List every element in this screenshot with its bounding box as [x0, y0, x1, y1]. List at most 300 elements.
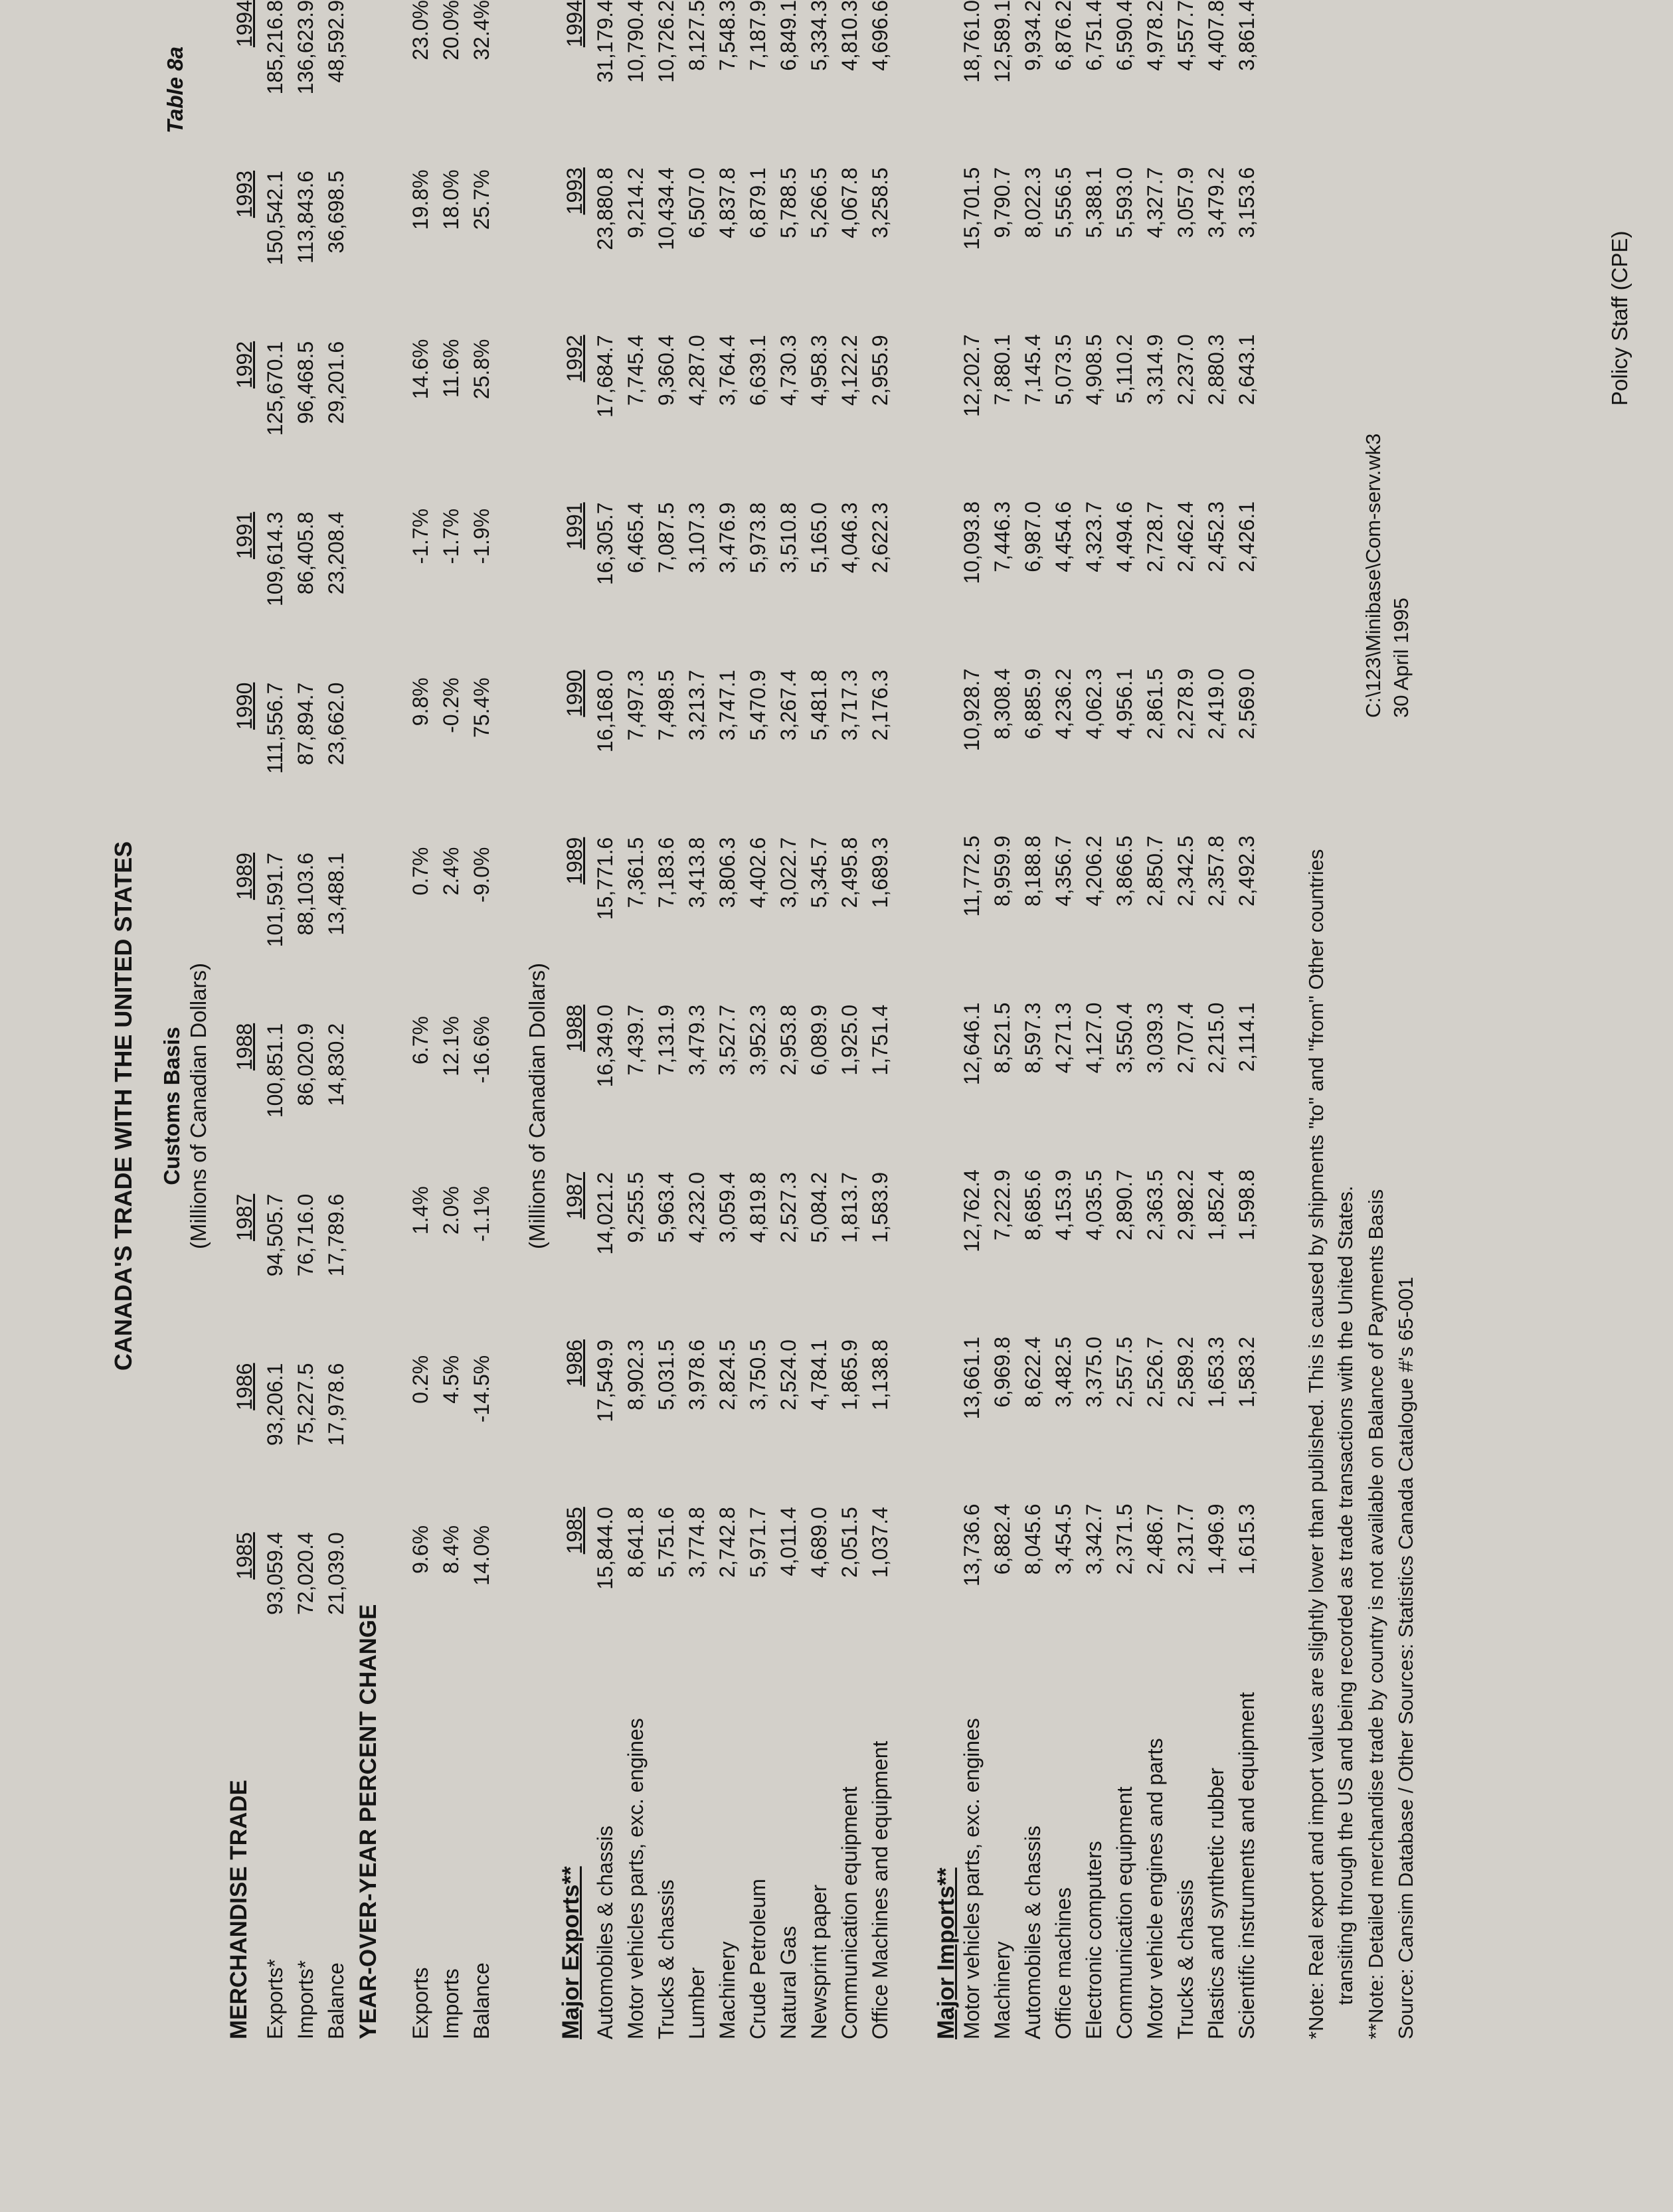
- table-cell: 7,880.1: [990, 334, 1014, 406]
- table-cell: 2,452.3: [1203, 501, 1228, 572]
- table-cell: 8,597.3: [1020, 1002, 1045, 1074]
- table-cell: 5,031.5: [654, 1339, 678, 1410]
- table-cell: 7,222.9: [990, 1169, 1014, 1240]
- table-cell: 4,407.8: [1203, 0, 1228, 71]
- table-cell: 3,774.8: [684, 1507, 709, 1578]
- table-cell: 23,208.4: [323, 511, 348, 595]
- table-cell: 6,590.4: [1112, 0, 1136, 71]
- table-row: [1140, 0, 1170, 2039]
- table-cell: 23,880.8: [592, 167, 617, 250]
- table-cell: 3,510.8: [776, 502, 800, 574]
- table-cell: 9,790.7: [990, 167, 1014, 238]
- table-cell: 6,876.2: [1051, 0, 1075, 71]
- date: 30 April 1995: [1389, 598, 1413, 718]
- table-cell: 4,122.2: [837, 335, 861, 406]
- table-cell: 14,021.2: [592, 1171, 617, 1255]
- row-label: Trucks & chassis: [1173, 1879, 1197, 2039]
- table-cell: 5,788.5: [776, 167, 800, 238]
- year-header: 1987: [562, 1171, 586, 1220]
- table-row: [1109, 0, 1140, 2039]
- table-cell: 8,022.3: [1020, 167, 1045, 238]
- table-cell: 3,747.1: [715, 669, 739, 741]
- table-cell: 86,020.9: [293, 1023, 317, 1106]
- table-cell: 15,701.5: [959, 167, 984, 250]
- table-cell: 10,928.7: [959, 668, 984, 752]
- table-cell: 1,852.4: [1203, 1169, 1228, 1240]
- table-cell: 2.0%: [438, 1186, 463, 1235]
- table-cell: -1.7%: [408, 508, 432, 564]
- table-cell: -14.5%: [469, 1355, 493, 1423]
- table-cell: 12,762.4: [959, 1169, 984, 1252]
- table-cell: 12.1%: [438, 1016, 463, 1076]
- table-cell: 4,978.2: [1142, 0, 1167, 71]
- table-cell: 16,305.7: [592, 502, 617, 585]
- row-label: Motor vehicles parts, exc. engines: [623, 1718, 648, 2039]
- table-cell: 4,067.8: [837, 167, 861, 238]
- table-cell: 100,851.1: [262, 1023, 287, 1118]
- table-row: [834, 0, 865, 2039]
- table-cell: 23.0%: [408, 0, 432, 60]
- table-cell: 2,342.5: [1173, 835, 1197, 907]
- table-cell: 111,556.7: [262, 682, 287, 774]
- table-cell: 4,287.0: [684, 335, 709, 406]
- table-cell: 96,468.5: [293, 341, 317, 424]
- table-cell: 2,419.0: [1203, 668, 1228, 740]
- header-spacer: [559, 1674, 590, 2039]
- table-cell: 185,216.8: [262, 0, 287, 95]
- table-cell: 3,764.4: [715, 335, 739, 406]
- table-cell: 5,073.5: [1051, 334, 1075, 406]
- table-cell: 8,045.6: [1020, 1503, 1045, 1575]
- table-row: [260, 0, 290, 2039]
- table-cell: 3,482.5: [1051, 1336, 1075, 1408]
- table-cell: 1,751.4: [867, 1004, 892, 1076]
- table-cell: 4,127.0: [1081, 1002, 1106, 1074]
- table-cell: 29,201.6: [323, 341, 348, 424]
- table-cell: 75,227.5: [293, 1363, 317, 1446]
- table-cell: 2,527.3: [776, 1171, 800, 1243]
- table-cell: 4,557.7: [1173, 0, 1197, 71]
- row-label: Machinery: [990, 1941, 1014, 2039]
- table-cell: 11.6%: [438, 339, 463, 398]
- table-cell: 4,958.3: [806, 335, 831, 406]
- table-cell: 8,127.5: [684, 0, 709, 71]
- table-cell: 4,236.2: [1051, 668, 1075, 740]
- table-cell: 2,890.7: [1112, 1169, 1136, 1240]
- table-cell: 8,308.4: [990, 668, 1014, 740]
- table-cell: 4,494.6: [1112, 501, 1136, 572]
- page-title: CANADA'S TRADE WITH THE UNITED STATES: [110, 841, 137, 1371]
- table-cell: 4,819.8: [745, 1171, 770, 1243]
- table-cell: 6,089.9: [806, 1004, 831, 1076]
- table-cell: 4,206.2: [1081, 835, 1106, 907]
- table-cell: 2,557.5: [1112, 1336, 1136, 1408]
- table-row: [290, 0, 321, 2039]
- row-label: Imports*: [293, 1960, 317, 2039]
- table-cell: 1,865.9: [837, 1339, 861, 1410]
- table-cell: 10,434.4: [654, 167, 678, 250]
- table-cell: 2,371.5: [1112, 1503, 1136, 1575]
- table-row: [804, 0, 834, 2039]
- table-cell: 8,902.3: [623, 1339, 648, 1410]
- table-cell: 1,037.4: [867, 1507, 892, 1578]
- row-label: Machinery: [715, 1941, 739, 2039]
- table-cell: 3,717.3: [837, 669, 861, 741]
- table-cell: 10,790.4: [623, 0, 648, 83]
- table-cell: 16,349.0: [592, 1004, 617, 1088]
- table-cell: 88,103.6: [293, 852, 317, 936]
- exports-table: [559, 0, 895, 2039]
- table-row: [1079, 0, 1109, 2039]
- row-label: Newsprint paper: [806, 1885, 831, 2039]
- table-cell: 2,569.0: [1234, 668, 1259, 740]
- table-row: [466, 0, 497, 2039]
- table-cell: 3,454.5: [1051, 1503, 1075, 1575]
- table-cell: 4,730.3: [776, 335, 800, 406]
- file-path: C:\123\Minibase\Com-serv.wk3: [1362, 433, 1385, 718]
- table-cell: 5,481.8: [806, 669, 831, 741]
- table-cell: 1,138.8: [867, 1339, 892, 1410]
- table-cell: 5,470.9: [745, 669, 770, 741]
- year-header: 1986: [562, 1339, 586, 1387]
- table-cell: 7,361.5: [623, 837, 648, 908]
- table-cell: 2,742.8: [715, 1507, 739, 1578]
- table-cell: 2,524.0: [776, 1339, 800, 1410]
- note-real-values: *Note: Real export and import values are slightly lower than published. This is caused by shipments "to" and "from" Other countries transiting through the US and being recorded as trade transactions with the United States.: [1304, 849, 1357, 2039]
- table-cell: 93,059.4: [262, 1532, 287, 1615]
- table-cell: 3,866.5: [1112, 835, 1136, 907]
- table-cell: 2,426.1: [1234, 501, 1259, 572]
- row-label: Communication equipment: [1112, 1786, 1136, 2039]
- year-header: 1990: [562, 669, 586, 717]
- table-cell: 4,062.3: [1081, 668, 1106, 740]
- header-spacer: [229, 1701, 260, 2039]
- table-cell: 4,153.9: [1051, 1169, 1075, 1240]
- table-cell: 7,145.4: [1020, 334, 1045, 406]
- table-cell: 7,498.5: [654, 669, 678, 741]
- table-row: [681, 0, 712, 2039]
- table-cell: 4,402.6: [745, 837, 770, 908]
- table-cell: -9.0%: [469, 847, 493, 903]
- row-label: Balance: [323, 1962, 348, 2039]
- table-cell: 1,583.2: [1234, 1336, 1259, 1408]
- imports-table: [956, 0, 1262, 2039]
- table-cell: 7,745.4: [623, 335, 648, 406]
- source-note: Source: Cansim Database / Other Sources: Statistics Canada Catalogue #'s 65-001: [1394, 1276, 1417, 2039]
- table-row: [865, 0, 895, 2039]
- table-cell: 2,317.7: [1173, 1503, 1197, 1575]
- table-cell: 72,020.4: [293, 1532, 317, 1615]
- row-label: Trucks & chassis: [654, 1879, 678, 2039]
- year-header: 1989: [232, 852, 256, 900]
- year-header-row: [229, 0, 260, 2039]
- table-cell: 6,987.0: [1020, 501, 1045, 572]
- table-cell: 113,843.6: [293, 170, 317, 264]
- table-cell: 6,969.8: [990, 1336, 1014, 1408]
- table-cell: 1,598.8: [1234, 1169, 1259, 1240]
- table-cell: 2,728.7: [1142, 501, 1167, 572]
- table-cell: 4,837.8: [715, 167, 739, 238]
- table-cell: 5,388.1: [1081, 167, 1106, 238]
- table-cell: 16,168.0: [592, 669, 617, 753]
- table-cell: 15,844.0: [592, 1507, 617, 1590]
- table-cell: 6,751.4: [1081, 0, 1106, 71]
- table-cell: 48,592.9: [323, 0, 348, 83]
- table-cell: 125,670.1: [262, 341, 287, 436]
- table-cell: 5,973.8: [745, 502, 770, 574]
- table-cell: 3,258.5: [867, 167, 892, 238]
- table-cell: 17,684.7: [592, 335, 617, 418]
- table-row: [651, 0, 681, 2039]
- table-cell: 5,345.7: [806, 837, 831, 908]
- merchandise-table: [229, 0, 351, 2039]
- imports-heading: Major Imports**: [933, 1867, 959, 2039]
- row-label: Natural Gas: [776, 1926, 800, 2039]
- table-cell: 1,813.7: [837, 1171, 861, 1243]
- table-cell: 9,360.4: [654, 335, 678, 406]
- table-cell: 3,213.7: [684, 669, 709, 741]
- table-cell: 0.7%: [408, 847, 432, 896]
- year-header: 1988: [562, 1004, 586, 1052]
- note-detailed-trade: **Note: Detailed merchandise trade by country is not available on Balance of Payments Basis: [1364, 1189, 1387, 2039]
- table-cell: 4.5%: [438, 1355, 463, 1404]
- table-cell: 2,861.5: [1142, 668, 1167, 740]
- year-header: 1993: [562, 167, 586, 215]
- row-label: Plastics and synthetic rubber: [1203, 1767, 1228, 2039]
- table-cell: 3,059.4: [715, 1171, 739, 1243]
- year-header: 1985: [562, 1507, 586, 1555]
- row-label: Automobiles & chassis: [592, 1826, 617, 2039]
- table-cell: 8,521.5: [990, 1002, 1014, 1074]
- table-cell: 17,549.9: [592, 1339, 617, 1422]
- table-cell: 6.7%: [408, 1016, 432, 1064]
- table-cell: 4,271.3: [1051, 1002, 1075, 1074]
- table-cell: 3,267.4: [776, 669, 800, 741]
- row-label: Office Machines and equipment: [867, 1741, 892, 2039]
- credit: Policy Staff (CPE): [1607, 230, 1632, 406]
- row-label: Motor vehicles parts, exc. engines: [959, 1718, 984, 2039]
- table-cell: 18.0%: [438, 169, 463, 230]
- table-row: [1201, 0, 1231, 2039]
- table-cell: -0.2%: [438, 677, 463, 733]
- table-cell: 2,051.5: [837, 1507, 861, 1578]
- year-header: 1994: [232, 0, 256, 48]
- table-row: [590, 0, 620, 2039]
- table-cell: 1,689.3: [867, 837, 892, 908]
- table-cell: 8,685.6: [1020, 1169, 1045, 1240]
- table-cell: 17,789.6: [323, 1193, 348, 1277]
- table-cell: 7,439.7: [623, 1004, 648, 1076]
- row-label: Motor vehicle engines and parts: [1142, 1738, 1167, 2039]
- table-row: [1048, 0, 1079, 2039]
- row-label: Electronic computers: [1081, 1841, 1106, 2039]
- table-cell: 2,176.3: [867, 669, 892, 741]
- table-cell: 101,591.7: [262, 852, 287, 948]
- table-cell: 15,771.6: [592, 837, 617, 920]
- table-cell: 93,206.1: [262, 1363, 287, 1446]
- table-cell: -16.6%: [469, 1016, 493, 1084]
- table-cell: 2,363.5: [1142, 1169, 1167, 1240]
- table-cell: 3,057.9: [1173, 167, 1197, 238]
- table-cell: 8.4%: [438, 1525, 463, 1574]
- row-label: Office machines: [1051, 1887, 1075, 2039]
- table-cell: 9,934.2: [1020, 0, 1045, 71]
- table-row: [773, 0, 804, 2039]
- table-cell: 3,527.7: [715, 1004, 739, 1076]
- table-cell: 6,639.1: [745, 335, 770, 406]
- table-cell: 4,011.4: [776, 1507, 800, 1576]
- table-cell: 11,772.5: [959, 835, 984, 917]
- table-cell: 18,761.0: [959, 0, 984, 83]
- table-cell: 2,486.7: [1142, 1503, 1167, 1575]
- year-header: 1993: [232, 170, 256, 218]
- table-tag: Table 8a: [163, 46, 187, 133]
- table-cell: 2,495.8: [837, 837, 861, 908]
- table-cell: 6,885.9: [1020, 668, 1045, 740]
- table-cell: 86,405.8: [293, 511, 317, 595]
- table-cell: 5,110.2: [1112, 334, 1136, 404]
- table-cell: 9,255.5: [623, 1171, 648, 1243]
- table-cell: 3,861.4: [1234, 0, 1259, 71]
- table-cell: 1,496.9: [1203, 1503, 1228, 1575]
- table-row: [321, 0, 351, 2039]
- table-cell: 87,894.7: [293, 682, 317, 766]
- table-cell: 2,215.0: [1203, 1002, 1228, 1074]
- table-cell: 6,465.4: [623, 502, 648, 574]
- row-label: Balance: [469, 1962, 493, 2039]
- table-cell: 1,925.0: [837, 1004, 861, 1076]
- table-cell: 3,107.3: [684, 502, 709, 574]
- table-cell: 94,505.7: [262, 1193, 287, 1277]
- table-cell: 2,953.8: [776, 1004, 800, 1076]
- year-header: 1988: [232, 1023, 256, 1071]
- table-cell: 13,488.1: [323, 852, 348, 936]
- table-cell: 3,806.3: [715, 837, 739, 908]
- table-cell: 2,278.9: [1173, 668, 1197, 740]
- year-header: 1986: [232, 1363, 256, 1410]
- table-cell: 7,446.3: [990, 501, 1014, 572]
- table-row: [956, 0, 987, 2039]
- table-row: [987, 0, 1017, 2039]
- table-cell: 25.8%: [469, 339, 493, 400]
- table-cell: -1.1%: [469, 1186, 493, 1242]
- table-cell: 136,623.9: [293, 0, 317, 95]
- year-header: 1991: [232, 511, 256, 559]
- table-cell: 32.4%: [469, 0, 493, 60]
- row-label: Imports: [438, 1968, 463, 2039]
- table-cell: 3,153.6: [1234, 167, 1259, 238]
- table-cell: 3,952.3: [745, 1004, 770, 1076]
- table-cell: 31,179.4: [592, 0, 617, 83]
- table-cell: 109,614.3: [262, 511, 287, 607]
- table-cell: 0.2%: [408, 1355, 432, 1404]
- row-label: Exports: [408, 1967, 432, 2039]
- table-row: [743, 0, 773, 2039]
- year-header: 1985: [232, 1532, 256, 1580]
- subtitle: Customs Basis: [159, 1027, 184, 1185]
- table-cell: 4,035.5: [1081, 1169, 1106, 1240]
- table-cell: 12,646.1: [959, 1002, 984, 1086]
- table-cell: 2,880.3: [1203, 334, 1228, 406]
- row-label: Crude Petroleum: [745, 1879, 770, 2039]
- yoy-heading: YEAR-OVER-YEAR PERCENT CHANGE: [355, 1604, 381, 2039]
- table-cell: 1,615.3: [1234, 1503, 1259, 1575]
- table-cell: 2,707.4: [1173, 1002, 1197, 1074]
- table-row: [1231, 0, 1262, 2039]
- yoy-table: [405, 0, 497, 2039]
- table-cell: 4,908.5: [1081, 334, 1106, 406]
- table-cell: 3,039.3: [1142, 1002, 1167, 1074]
- table-cell: 3,750.5: [745, 1339, 770, 1410]
- table-cell: 150,542.1: [262, 170, 287, 266]
- year-header: 1994: [562, 0, 586, 48]
- table-cell: 12,202.7: [959, 334, 984, 417]
- table-cell: 5,266.5: [806, 167, 831, 238]
- table-cell: 3,476.9: [715, 502, 739, 574]
- table-cell: 7,087.5: [654, 502, 678, 574]
- table-cell: 2,824.5: [715, 1339, 739, 1410]
- row-label: Communication equipment: [837, 1786, 861, 2039]
- table-cell: 8,188.8: [1020, 835, 1045, 907]
- table-cell: 5,334.3: [806, 0, 831, 71]
- table-cell: 7,131.9: [654, 1004, 678, 1076]
- year-header: 1991: [562, 502, 586, 550]
- row-label: Automobiles & chassis: [1020, 1826, 1045, 2039]
- table-cell: 36,698.5: [323, 170, 348, 254]
- year-header: 1992: [562, 335, 586, 383]
- table-cell: 4,956.1: [1112, 668, 1136, 740]
- table-cell: 2,622.3: [867, 502, 892, 574]
- table-cell: 1,583.9: [867, 1171, 892, 1243]
- table-cell: 7,183.6: [654, 837, 678, 908]
- table-cell: 14.6%: [408, 339, 432, 400]
- table-cell: 3,342.7: [1081, 1503, 1106, 1575]
- table-cell: 6,849.1: [776, 0, 800, 71]
- table-row: [405, 0, 436, 2039]
- table-row: [712, 0, 743, 2039]
- row-label: Lumber: [684, 1967, 709, 2039]
- table-row: [620, 0, 651, 2039]
- table-cell: 3,550.4: [1112, 1002, 1136, 1074]
- table-row: [1170, 0, 1201, 2039]
- table-cell: 3,375.0: [1081, 1336, 1106, 1408]
- table-cell: 25.7%: [469, 169, 493, 230]
- table-cell: 2,114.1: [1234, 1002, 1259, 1072]
- table-cell: 3,479.3: [684, 1004, 709, 1076]
- year-header: 1990: [232, 682, 256, 730]
- table-cell: 17,978.6: [323, 1363, 348, 1446]
- table-cell: 21,039.0: [323, 1532, 348, 1615]
- table-cell: 9.6%: [408, 1525, 432, 1574]
- table-cell: 2,850.7: [1142, 835, 1167, 907]
- table-cell: 5,971.7: [745, 1507, 770, 1578]
- merchandise-heading: MERCHANDISE TRADE: [226, 1780, 252, 2039]
- table-cell: -1.9%: [469, 508, 493, 564]
- table-cell: 7,187.9: [745, 0, 770, 71]
- table-cell: 6,507.0: [684, 167, 709, 238]
- year-header: 1992: [232, 341, 256, 389]
- table-cell: 75.4%: [469, 677, 493, 738]
- year-header: 1989: [562, 837, 586, 885]
- table-cell: 13,661.1: [959, 1336, 984, 1420]
- table-cell: 6,882.4: [990, 1503, 1014, 1575]
- table-cell: 14.0%: [469, 1525, 493, 1586]
- table-cell: 3,978.6: [684, 1339, 709, 1410]
- table-cell: 76,716.0: [293, 1193, 317, 1277]
- table-cell: 4,356.7: [1051, 835, 1075, 907]
- table-cell: 7,497.3: [623, 669, 648, 741]
- table-cell: 9.8%: [408, 677, 432, 726]
